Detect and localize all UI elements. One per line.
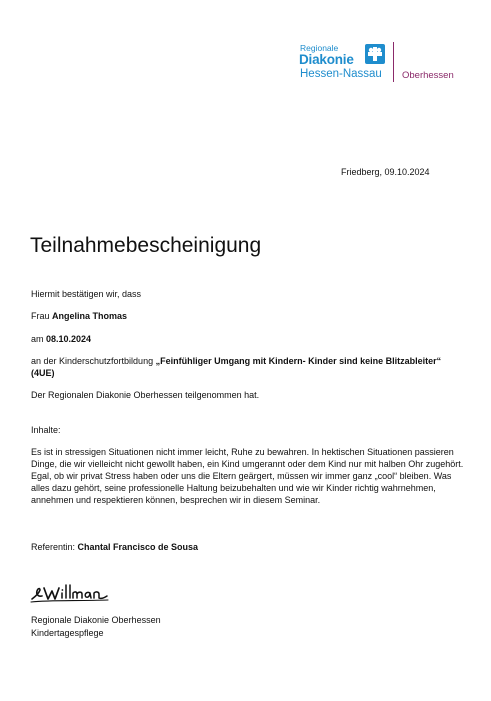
signature <box>30 582 110 606</box>
document-title: Teilnahmebescheinigung <box>30 234 262 257</box>
contents-text: Es ist in stressigen Situationen nicht immer leicht, Ruhe zu bewahren. In hektischen Situationen passieren Dinge, die wir vielleicht nicht gewollt haben, ein Kind umgerannt oder dem Kind nur mit halben Ohr zugehört. Egal, ob wir privat Stress haben oder uns die Eltern geärgert, müssen wir immer ganz „cool“ bleiben. Was alles dazu gehört, seine professionelle Haltung beizubehalten und wie wir Kinder richtig wahrnehmen, annehmen und respektieren können, besprechen wir in diesem Seminar. <box>31 447 464 505</box>
logo-region: Oberhessen <box>402 70 454 81</box>
logo-hessen-nassau: Hessen-Nassau <box>300 68 382 80</box>
contents-heading: Inhalte: <box>31 425 61 435</box>
referent-line <box>31 541 464 553</box>
referent-label: Referentin: <box>31 542 78 552</box>
participant-name: Angelina Thomas <box>52 311 128 321</box>
course-date: 08.10.2024 <box>46 334 92 344</box>
course-name: „Feinfühliger Umgang mit Kindern- Kinder sind keine Blitzableiter“ (4UE) <box>31 356 442 378</box>
date-prefix: am <box>31 334 47 344</box>
referent-name: Chantal Francisco de Sousa <box>77 542 199 552</box>
intro-text: Hiermit bestätigen wir, dass <box>31 289 142 299</box>
place-date: Friedberg, 09.10.2024 <box>341 167 430 177</box>
completion-text: Der Regionalen Diakonie Oberhessen teilgenommen hat. <box>31 390 260 400</box>
footer-org: Regionale Diakonie Oberhessen <box>31 615 161 625</box>
participant-salutation: Frau <box>31 311 53 321</box>
footer-dept: Kindertagespflege <box>31 628 104 638</box>
diakonie-cross-icon <box>365 44 385 64</box>
course-prefix: an der Kinderschutzfortbildung <box>31 356 156 366</box>
logo-divider <box>393 42 394 82</box>
date-line <box>31 333 464 345</box>
logo-diakonie: Diakonie <box>299 52 354 67</box>
course-line <box>31 355 464 379</box>
participant-line <box>31 310 464 322</box>
logo-regionale: Regionale <box>300 43 339 53</box>
